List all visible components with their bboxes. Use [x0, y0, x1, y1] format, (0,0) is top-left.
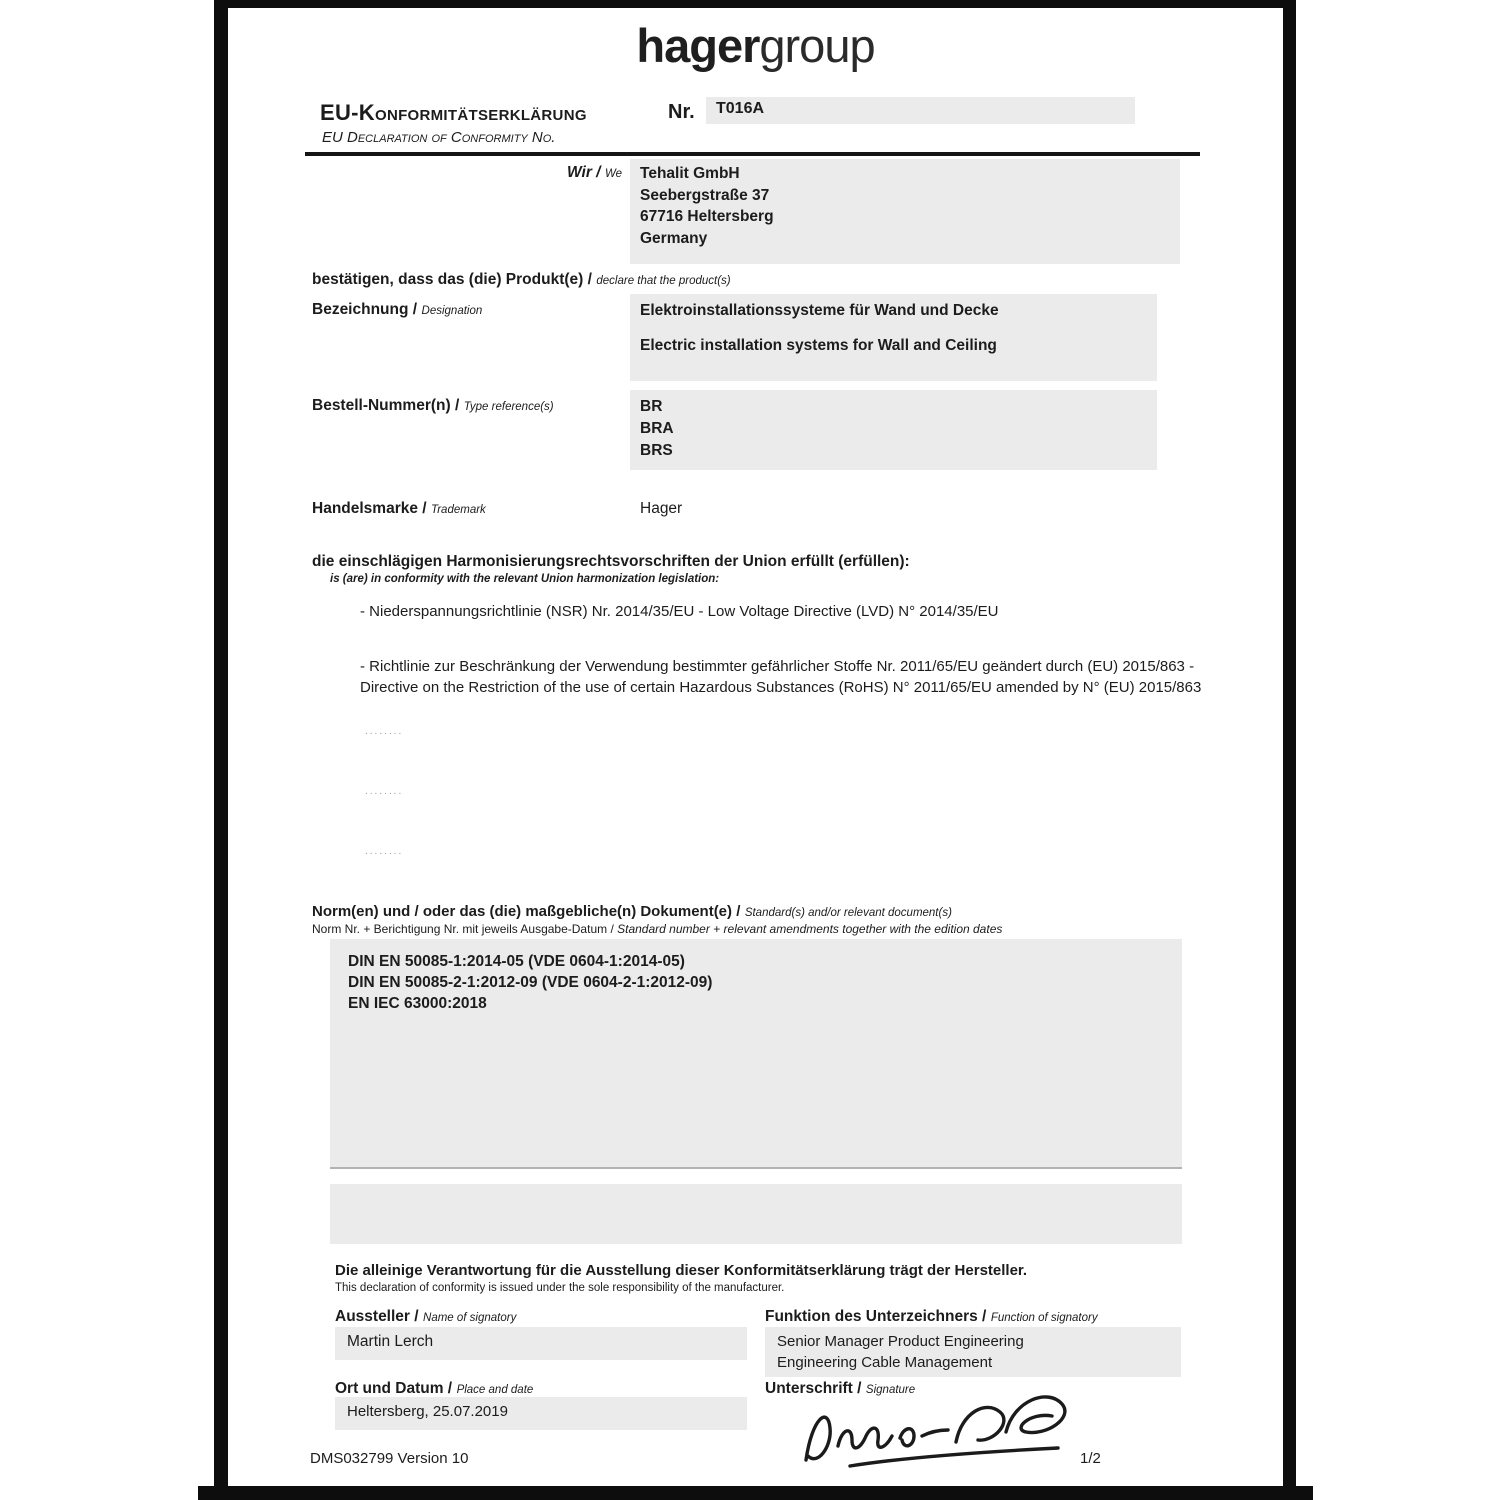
signatory-name-field [335, 1327, 747, 1360]
manufacturer-country: Germany [640, 229, 708, 247]
responsibility-statement-en: This declaration of conformity is issued under the sole responsibility of the manufacturer. [335, 1282, 785, 1294]
directive-item-lvd: - Niederspannungsrichtlinie (NSR) Nr. 2014/35/EU - Low Voltage Directive (LVD) N° 2014/35/EU [360, 603, 999, 620]
scan-border-left [214, 0, 228, 1500]
standards-heading-en: Standard(s) and/or relevant document(s) [744, 907, 952, 919]
trademark-label-de: Handelsmarke / [312, 500, 427, 517]
signature-label-en: Signature [865, 1384, 916, 1396]
signatory-function-line: Engineering Cable Management [777, 1354, 993, 1371]
declaration-number-label: Nr. [668, 101, 695, 123]
empty-directive-placeholder: ........ [365, 786, 404, 797]
manufacturer-city: 67716 Heltersberg [640, 208, 774, 225]
type-reference-item: BRS [640, 442, 673, 459]
place-date-label-en: Place and date [456, 1384, 534, 1396]
designation-label-de: Bezeichnung / [312, 301, 418, 318]
document-reference: DMS032799 Version 10 [310, 1450, 469, 1467]
declaration-number-value: T016A [716, 100, 765, 117]
document-title-en: EU Declaration of Conformity No. [322, 129, 556, 146]
standards-heading [312, 903, 952, 921]
hagergroup-logo [215, 18, 1296, 73]
harmonization-heading-en: is (are) in conformity with the relevant Union harmonization legislation: [330, 573, 720, 585]
scan-border-bottom [198, 1486, 1313, 1500]
signatory-name-label [335, 1308, 516, 1326]
type-reference-label-de: Bestell-Nummer(n) / [312, 397, 460, 414]
logo-word-group: group [759, 19, 875, 72]
signatory-function-label-de: Funktion des Unterzeichners / [765, 1308, 987, 1325]
signatory-name-value: Martin Lerch [347, 1333, 434, 1350]
empty-directive-placeholder: ........ [365, 726, 404, 737]
signatory-function-field [765, 1327, 1181, 1377]
additional-info-field [330, 1184, 1182, 1244]
empty-directive-placeholder: ........ [365, 846, 404, 857]
manufacturer-address-field [630, 159, 1180, 264]
confirm-statement-en: declare that the product(s) [596, 275, 731, 287]
place-date-value: Heltersberg, 25.07.2019 [347, 1403, 508, 1420]
designation-field [630, 294, 1157, 381]
standard-item: EN IEC 63000:2018 [348, 995, 487, 1012]
we-label-en: We [604, 168, 622, 180]
scan-border-top [214, 0, 1296, 8]
responsibility-statement-de: Die alleinige Verantwortung für die Ausstellung dieser Konformitätserklärung trägt der Hersteller. [335, 1262, 1028, 1279]
we-label [450, 164, 622, 182]
confirm-statement [312, 271, 731, 289]
scan-border-right [1283, 0, 1296, 1500]
manufacturer-name: Tehalit GmbH [640, 165, 740, 182]
place-date-label-de: Ort und Datum / [335, 1380, 453, 1397]
logo-word-hager: hager [636, 19, 760, 72]
designation-label-en: Designation [421, 305, 483, 317]
signatory-name-label-en: Name of signatory [423, 1312, 517, 1324]
standards-heading-de: Norm(en) und / oder das (die) maßgebliche(n) Dokument(e) / [312, 903, 741, 920]
harmonization-heading-de: die einschlägigen Harmonisierungsrechtsvorschriften der Union erfüllt (erfüllen): [312, 553, 910, 570]
standards-subheading [312, 922, 1002, 936]
place-date-label [335, 1380, 533, 1398]
signatory-function-label-en: Function of signatory [990, 1312, 1098, 1324]
type-reference-item: BRA [640, 420, 674, 437]
signature-label-de: Unterschrift / [765, 1380, 862, 1397]
signatory-name-label-de: Aussteller / [335, 1308, 419, 1325]
standard-item: DIN EN 50085-2-1:2012-09 (VDE 0604-2-1:2012-09) [348, 974, 713, 991]
declaration-number-field [706, 97, 1135, 124]
directive-item-rohs: - Richtlinie zur Beschränkung der Verwendung bestimmter gefährlicher Stoffe Nr. 2011/65/EU geändert durch (EU) 2015/863 - Directive on the Restriction of the use of certain Hazardous Substances (RoHS) N° 2011/65/EU amended by N° (EU) 2015/863 [360, 658, 1202, 696]
type-reference-label [312, 397, 554, 415]
standards-list-field [330, 939, 1182, 1169]
type-reference-field [630, 390, 1157, 470]
designation-line-en: Electric installation systems for Wall and Ceiling [640, 337, 997, 354]
type-reference-item: BR [640, 398, 663, 415]
title-divider-rule [305, 152, 1200, 156]
document-title-de: EU-Konformitätserklärung [320, 100, 587, 125]
place-date-field [335, 1397, 747, 1430]
we-label-de: Wir / [567, 164, 601, 181]
type-reference-label-en: Type reference(s) [463, 401, 554, 413]
standard-item: DIN EN 50085-1:2014-05 (VDE 0604-1:2014-05) [348, 953, 685, 970]
signatory-function-label [765, 1308, 1098, 1326]
standards-subheading-de: Norm Nr. + Berichtigung Nr. mit jeweils Ausgabe-Datum / [312, 922, 614, 936]
signatory-function-line: Senior Manager Product Engineering [777, 1333, 1024, 1350]
confirm-statement-de: bestätigen, dass das (die) Produkt(e) / [312, 271, 592, 288]
trademark-label [312, 500, 486, 518]
trademark-label-en: Trademark [431, 504, 486, 516]
trademark-value: Hager [640, 500, 683, 517]
standards-subheading-en: Standard number + relevant amendments together with the edition dates [617, 922, 1003, 936]
designation-line-de: Elektroinstallationssysteme für Wand und Decke [640, 302, 999, 319]
designation-label [312, 301, 482, 319]
page-number: 1/2 [1080, 1450, 1101, 1467]
manufacturer-street: Seebergstraße 37 [640, 186, 770, 204]
handwritten-signature [790, 1378, 1080, 1478]
